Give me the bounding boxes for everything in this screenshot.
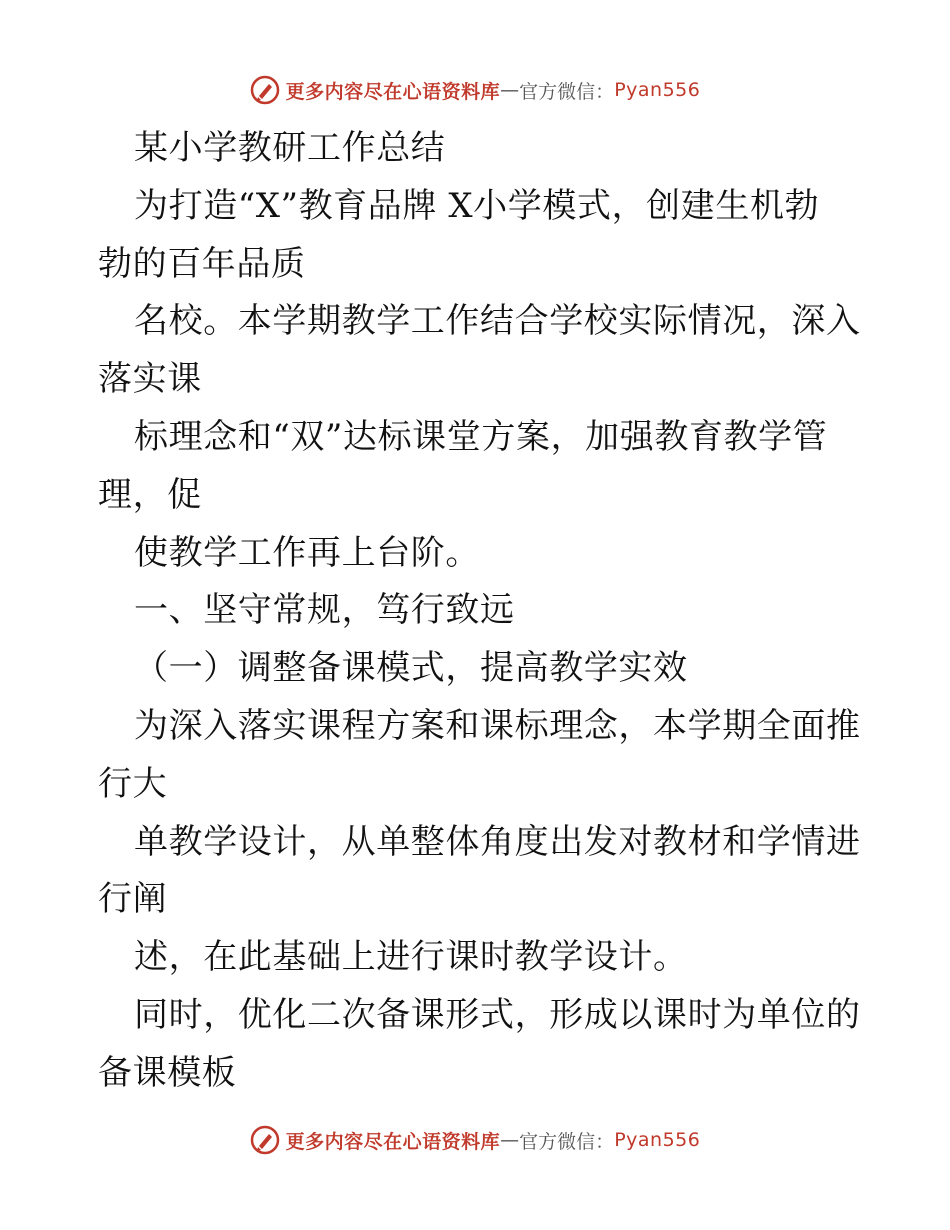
- watermark-text: 更多内容尽在心语资料库: [285, 80, 501, 103]
- text-line: 落实课: [98, 359, 202, 400]
- watermark-wechat-id: Pyan556: [614, 79, 701, 101]
- watermark-separator: —: [500, 79, 520, 101]
- text-line: 名校。本学期教学工作结合学校实际情况，深入: [134, 301, 861, 342]
- text-line: 为深入落实课程方案和课标理念，本学期全面推: [134, 705, 861, 746]
- watermark-wechat-label: 官方微信：: [519, 80, 615, 103]
- text-line: 使教学工作再上台阶。: [134, 532, 480, 573]
- text-line: 一、坚守常规，笃行致远: [134, 590, 515, 631]
- text-line: 述，在此基础上进行课时教学设计。: [134, 937, 688, 978]
- text-line: 标理念和“双”达标课堂方案，加强教育教学管: [134, 416, 828, 457]
- text-line: （一）调整备课模式，提高教学实效: [134, 648, 688, 689]
- text-line: 行大: [98, 763, 168, 804]
- text-line: 勃的百年品质: [98, 243, 306, 284]
- watermark-text: 更多内容尽在心语资料库: [285, 1130, 501, 1153]
- text-line: 行阐: [98, 879, 168, 920]
- pen-seal-icon: [250, 75, 280, 105]
- header-watermark: [0, 70, 950, 110]
- watermark-wechat-label: 官方微信：: [519, 1130, 615, 1153]
- text-line: 为打造“X”教育品牌 X小学模式，创建生机勃: [134, 185, 820, 226]
- watermark-separator: —: [500, 1129, 520, 1151]
- pen-seal-icon: [250, 1125, 280, 1155]
- footer-watermark: [0, 1120, 950, 1160]
- document-body: [98, 120, 861, 1103]
- watermark-wechat-id: Pyan556: [614, 1129, 701, 1151]
- text-line: 单教学设计，从单整体角度出发对教材和学情进: [134, 821, 861, 862]
- text-line: 同时，优化二次备课形式，形成以课时为单位的: [134, 994, 861, 1035]
- text-line: 某小学教研工作总结: [134, 128, 446, 168]
- text-line: 理，促: [98, 474, 202, 515]
- text-line: 备课模板: [98, 1052, 237, 1093]
